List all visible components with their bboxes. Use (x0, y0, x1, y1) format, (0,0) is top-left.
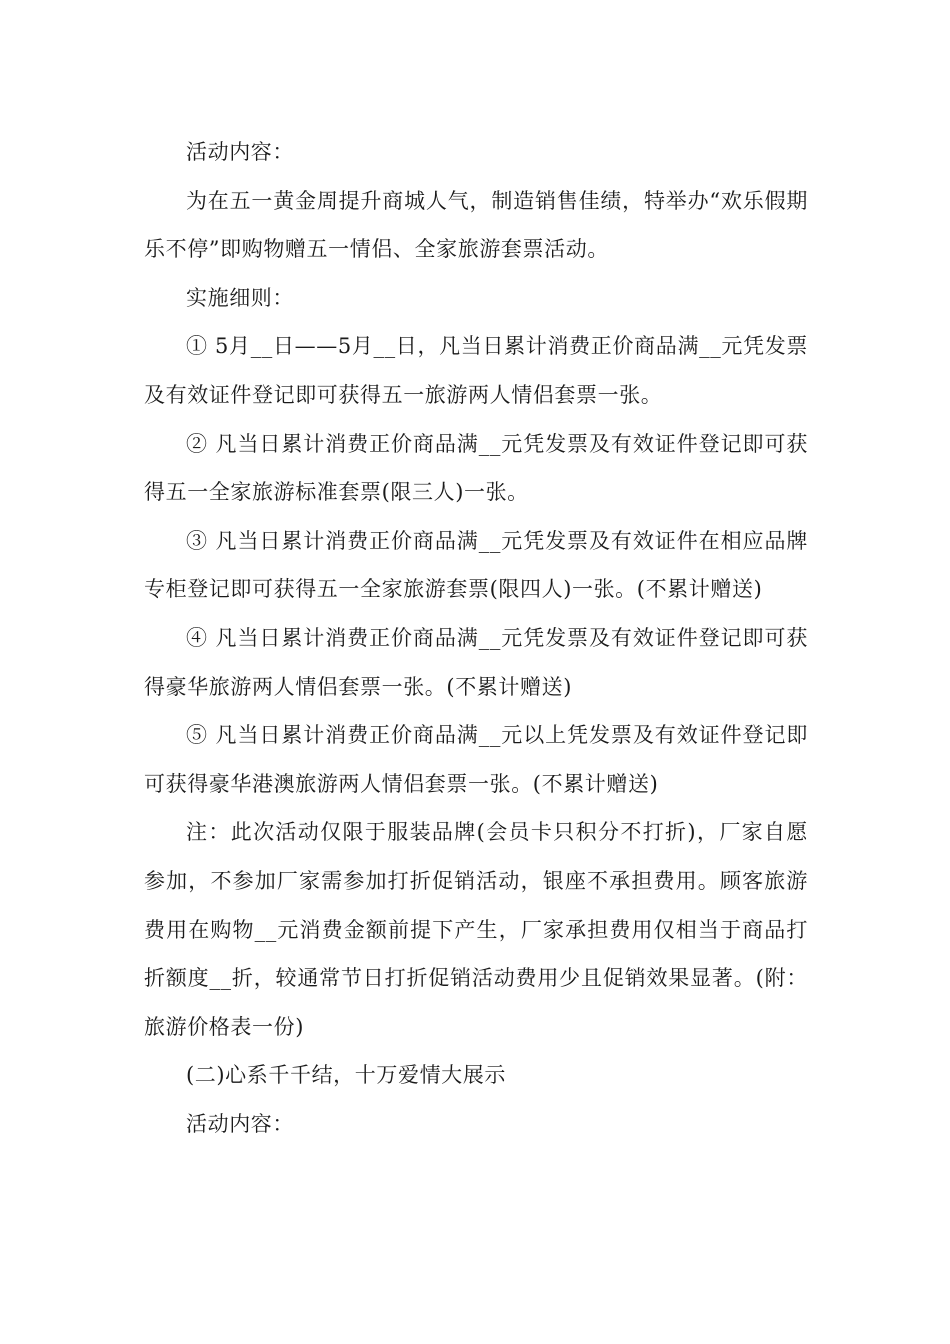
paragraph-rule-3: ③ 凡当日累计消费正价商品满__元凭发票及有效证件在相应品牌专柜登记即可获得五一全家旅游套票(限四人)一张。(不累计赠送) (144, 528, 808, 602)
paragraph-section-2-heading: (二)心系千千结，十万爱情大展示 (186, 1063, 506, 1088)
paragraph-activity-content-heading-2: 活动内容： (186, 1111, 294, 1136)
paragraph-rule-2: ② 凡当日累计消费正价商品满__元凭发票及有效证件登记即可获得五一全家旅游标准套票(限三人)一张。 (144, 431, 808, 505)
paragraph-note: 注：此次活动仅限于服装品牌(会员卡只积分不打折)，厂家自愿参加，不参加厂家需参加打折促销活动，银座不承担费用。顾客旅游费用在购物__元消费金额前提下产生，厂家承担费用仅相当于商品打折额度__折，较通常节日打折促销活动费用少且促销效果显著。(附：旅游价格表一份) (144, 820, 808, 1039)
paragraph-activity-intro: 为在五一黄金周提升商城人气，制造销售佳绩，特举办“欢乐假期乐不停”即购物赠五一情侣、全家旅游套票活动。 (144, 188, 808, 262)
paragraph-implementation-heading: 实施细则： (186, 285, 294, 310)
paragraph-rule-5: ⑤ 凡当日累计消费正价商品满__元以上凭发票及有效证件登记即可获得豪华港澳旅游两人情侣套票一张。(不累计赠送) (144, 723, 808, 796)
document-body (144, 128, 808, 1148)
paragraph-rule-1: ① 5月__日——5月__日，凡当日累计消费正价商品满__元凭发票及有效证件登记即可获得五一旅游两人情侣套票一张。 (144, 334, 808, 407)
paragraph-activity-content-heading: 活动内容： (186, 140, 294, 164)
paragraph-rule-4: ④ 凡当日累计消费正价商品满__元凭发票及有效证件登记即可获得豪华旅游两人情侣套票一张。(不累计赠送) (144, 625, 808, 699)
